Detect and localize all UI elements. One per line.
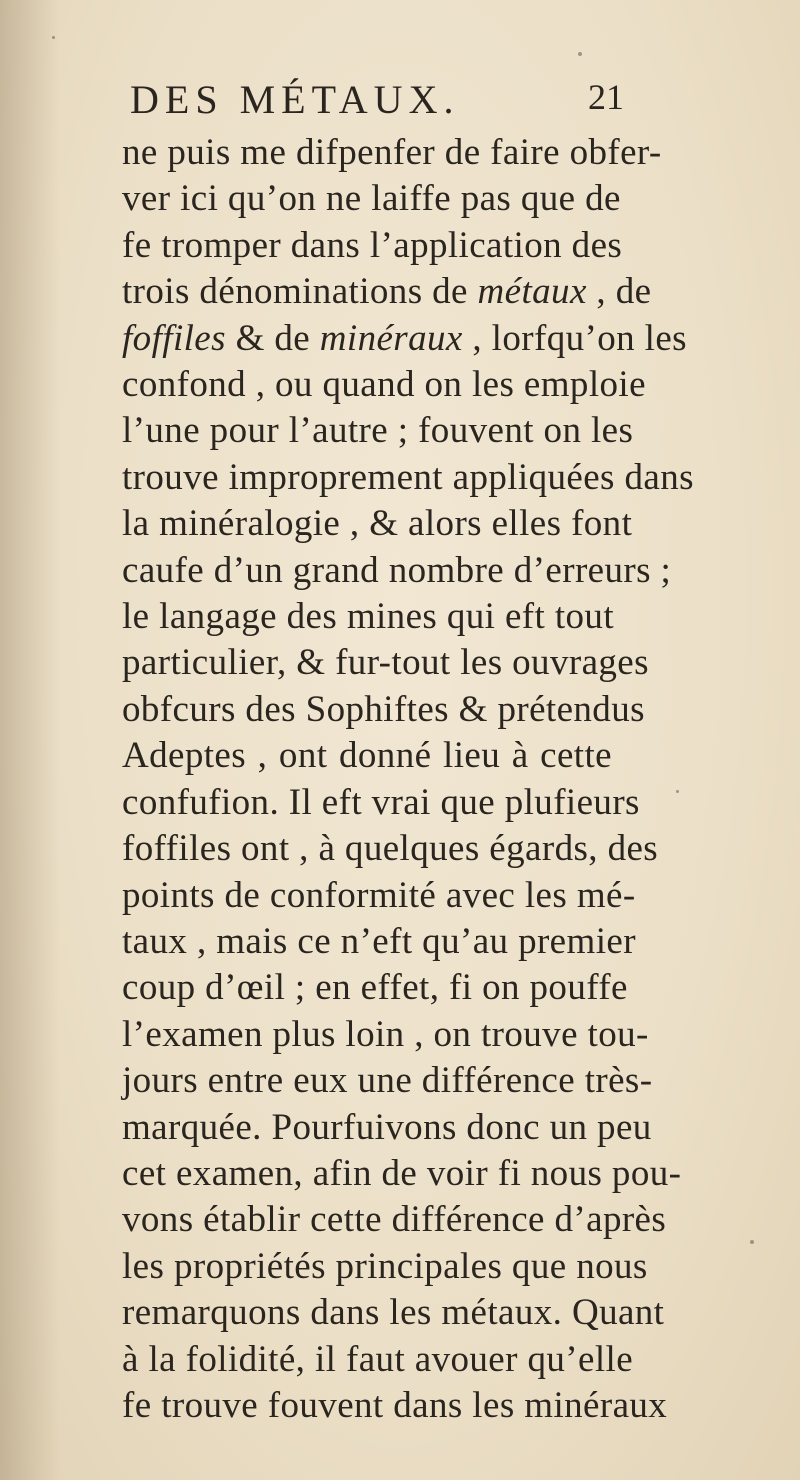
page-number: 21	[588, 77, 624, 117]
gutter-shadow	[0, 0, 60, 1480]
text-line: fe trouve fouvent dans les minéraux	[122, 1384, 668, 1426]
text-line: foffiles ont , à quelques égards, des	[122, 828, 659, 870]
text-line: jours entre eux une différence très-	[122, 1060, 653, 1102]
text-line: foffiles & de minéraux , lorfqu’on les	[122, 317, 687, 359]
text-line: trouve improprement appliquées dans	[122, 456, 694, 498]
text-line: ver ici qu’on ne laiffe pas que de	[122, 178, 621, 220]
text-line: confufion. Il eft vrai que plufieurs	[122, 781, 640, 823]
page-header	[130, 76, 624, 126]
text-line: remarquons dans les métaux. Quant	[122, 1292, 665, 1334]
text-line: vons établir cette différence d’après	[122, 1199, 667, 1241]
body-text	[122, 130, 694, 1429]
italic-term: foffiles	[122, 317, 226, 359]
text-line: points de conformité avec les mé-	[122, 874, 636, 916]
text-line: caufe d’un grand nombre d’erreurs ;	[122, 549, 672, 591]
text-line: taux , mais ce n’eft qu’au premier	[122, 920, 636, 962]
text-line: trois dénominations de métaux , de	[122, 271, 652, 313]
text-line: l’une pour l’autre ; fouvent on les	[122, 410, 634, 452]
text-line: les propriétés principales que nous	[122, 1245, 648, 1287]
text-line: à la folidité, il faut avouer qu’elle	[122, 1338, 634, 1380]
text-line: fe tromper dans l’application des	[122, 224, 623, 266]
text-line: cet examen, afin de voir fi nous pou-	[122, 1152, 682, 1194]
text-line: particulier, & fur-tout les ouvrages	[122, 642, 649, 684]
text-line: l’examen plus loin , on trouve tou-	[122, 1013, 649, 1055]
italic-term: minéraux	[319, 317, 463, 359]
running-title: DES MÉTAUX.	[130, 77, 460, 122]
paper-speck	[578, 52, 582, 56]
text-line: le langage des mines qui eft tout	[122, 596, 615, 638]
text-line: coup d’œil ; en effet, fi on pouffe	[122, 967, 628, 1009]
text-line: obfcurs des Sophiftes & prétendus	[122, 688, 645, 730]
italic-term: métaux	[477, 271, 587, 313]
text-line: la minéralogie , & alors elles font	[122, 503, 633, 545]
text-line: marquée. Pourfuivons donc un peu	[122, 1106, 652, 1148]
text-line: confond , ou quand on les emploie	[122, 364, 646, 406]
paper-speck	[750, 1240, 754, 1244]
text-line: Adeptes , ont donné lieu à cette	[122, 735, 612, 777]
paper-speck	[676, 790, 679, 793]
paper-speck	[52, 36, 55, 39]
text-line: ne puis me difpenfer de faire obfer-	[122, 132, 662, 173]
